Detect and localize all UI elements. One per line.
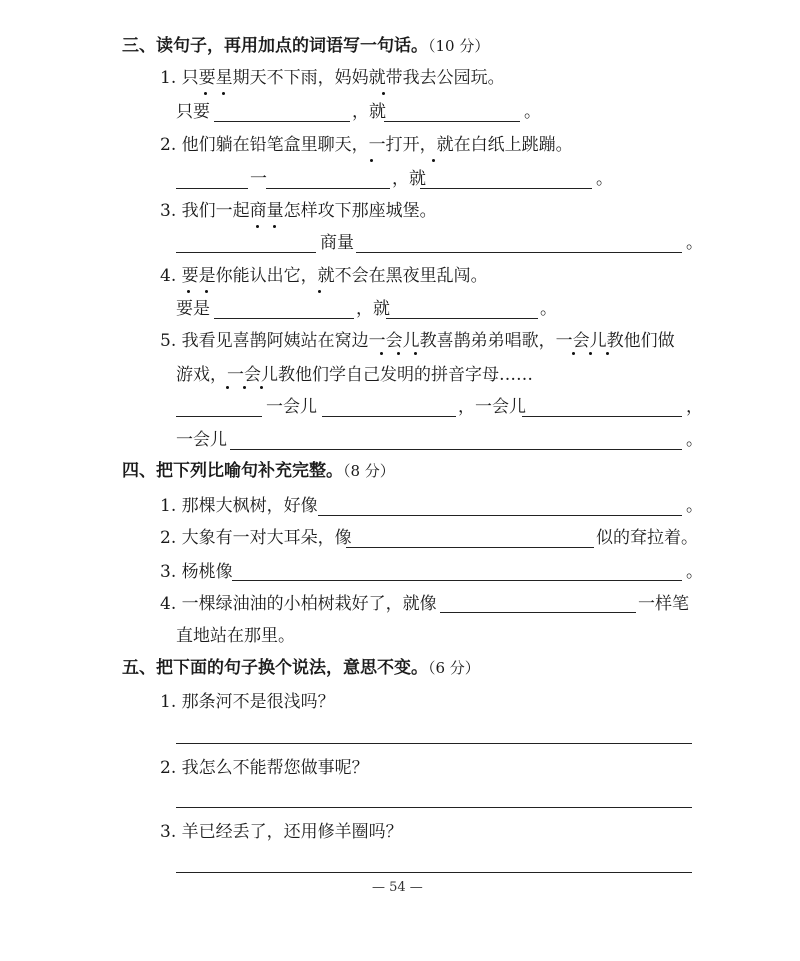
s3-q3-sentence: 3. 我们一起商量怎样攻下那座城堡。 bbox=[160, 201, 437, 221]
s3-q3-blank-2[interactable] bbox=[356, 252, 682, 253]
s5-q2-sentence: 2. 我怎么不能帮您做事呢？ bbox=[160, 758, 369, 778]
emphasis-dot bbox=[226, 386, 229, 389]
s3-q4-blank-1[interactable] bbox=[214, 318, 354, 319]
s3-q4-prefix: 要是 bbox=[176, 299, 210, 319]
s3-q2-end: 。 bbox=[596, 169, 613, 189]
emphasis-dot bbox=[256, 225, 259, 228]
emphasis-dot bbox=[318, 290, 321, 293]
emphasis-dot bbox=[397, 352, 400, 355]
section-4-title: 四、把下列比喻句补充完整。 bbox=[122, 461, 343, 481]
s3-q4-blank-2[interactable] bbox=[386, 318, 538, 319]
s3-q2-sentence: 2. 他们躺在铅笔盒里聊天，一打开，就在白纸上跳蹦。 bbox=[160, 135, 573, 155]
s4-q4-blank[interactable] bbox=[440, 612, 636, 613]
s3-q2-middle: ，就 bbox=[392, 169, 426, 189]
s3-q5-comma: ， bbox=[686, 397, 703, 417]
emphasis-dot bbox=[572, 352, 575, 355]
s3-q5-blank-4[interactable] bbox=[230, 449, 682, 450]
s3-q5-sentence-line-2: 游戏，一会儿教他们学自己发明的拼音字母…… bbox=[176, 365, 533, 385]
s3-q2-prefix: 一 bbox=[250, 169, 267, 189]
s5-q3-sentence: 3. 羊已经丢了，还用修羊圈吗？ bbox=[160, 822, 403, 842]
s3-q3-word: 商量 bbox=[320, 233, 354, 253]
emphasis-dot bbox=[260, 386, 263, 389]
s4-q1-blank[interactable] bbox=[318, 515, 682, 516]
s5-q1-sentence: 1. 那条河不是很浅吗？ bbox=[160, 692, 335, 712]
s3-q5-blank-2[interactable] bbox=[322, 416, 456, 417]
section-4-heading bbox=[122, 459, 395, 483]
emphasis-dot bbox=[222, 92, 225, 95]
s4-q4-tail: 一样笔 bbox=[638, 594, 689, 614]
s3-q2-blank-1[interactable] bbox=[176, 188, 248, 189]
emphasis-dot bbox=[273, 225, 276, 228]
s3-q1-blank-2[interactable] bbox=[384, 121, 520, 122]
s3-q1-sentence: 1. 只要星期天不下雨，妈妈就带我去公园玩。 bbox=[160, 68, 505, 88]
emphasis-dot bbox=[432, 159, 435, 162]
s3-q5-word-2: ，一会儿 bbox=[458, 397, 526, 417]
section-3-points: （10 分） bbox=[428, 37, 490, 55]
s3-q4-end: 。 bbox=[540, 299, 557, 319]
s4-q1-end: 。 bbox=[686, 496, 703, 516]
emphasis-dot bbox=[370, 159, 373, 162]
s4-q3-blank[interactable] bbox=[232, 580, 682, 581]
section-5-heading bbox=[122, 656, 480, 680]
s3-q5-sentence-line-1: 5. 我看见喜鹊阿姨站在窝边一会儿教喜鹊弟弟唱歌，一会儿教他们做 bbox=[160, 331, 675, 351]
s3-q4-middle: ，就 bbox=[356, 299, 390, 319]
page-number: — 54 — bbox=[372, 880, 423, 895]
s3-q1-prefix: 只要 bbox=[176, 102, 210, 122]
s4-q2-tail: 似的耷拉着。 bbox=[596, 528, 698, 548]
emphasis-dot bbox=[589, 352, 592, 355]
emphasis-dot bbox=[606, 352, 609, 355]
emphasis-dot bbox=[382, 92, 385, 95]
s3-q5-end: 。 bbox=[686, 430, 703, 450]
s4-q1-sentence: 1. 那棵大枫树，好像 bbox=[160, 496, 318, 516]
s4-q2-sentence: 2. 大象有一对大耳朵，像 bbox=[160, 528, 352, 548]
s3-q5-word-1: 一会儿 bbox=[266, 397, 317, 417]
section-3-heading bbox=[122, 34, 489, 58]
section-5-title: 五、把下面的句子换个说法，意思不变。 bbox=[122, 658, 428, 678]
section-3-title: 三、读句子，再用加点的词语写一句话。 bbox=[122, 36, 428, 56]
s3-q2-blank-3[interactable] bbox=[420, 188, 592, 189]
section-4-points: （8 分） bbox=[343, 462, 395, 480]
s4-q2-blank[interactable] bbox=[346, 547, 594, 548]
emphasis-dot bbox=[205, 290, 208, 293]
s3-q1-blank-1[interactable] bbox=[214, 121, 350, 122]
s4-q3-end: 。 bbox=[686, 562, 703, 582]
s4-q4-sentence-line-2: 直地站在那里。 bbox=[176, 626, 295, 646]
s3-q5-blank-3[interactable] bbox=[522, 416, 682, 417]
s4-q3-sentence: 3. 杨桃像 bbox=[160, 562, 233, 582]
emphasis-dot bbox=[187, 290, 190, 293]
s3-q4-sentence: 4. 要是你能认出它，就不会在黑夜里乱闯。 bbox=[160, 266, 488, 286]
s3-q5-blank-1[interactable] bbox=[176, 416, 262, 417]
s3-q1-end: 。 bbox=[524, 102, 541, 122]
s4-q4-sentence: 4. 一棵绿油油的小柏树栽好了，就像 bbox=[160, 594, 437, 614]
s3-q1-middle: ，就 bbox=[352, 102, 386, 122]
s3-q3-end: 。 bbox=[686, 233, 703, 253]
s3-q3-blank-1[interactable] bbox=[176, 252, 316, 253]
s5-q3-answer-line[interactable] bbox=[176, 872, 692, 873]
s5-q1-answer-line[interactable] bbox=[176, 743, 692, 744]
emphasis-dot bbox=[414, 352, 417, 355]
emphasis-dot bbox=[204, 92, 207, 95]
section-5-points: （6 分） bbox=[428, 659, 480, 677]
s3-q5-word-3: 一会儿 bbox=[176, 430, 227, 450]
emphasis-dot bbox=[243, 386, 246, 389]
emphasis-dot bbox=[380, 352, 383, 355]
s3-q2-blank-2[interactable] bbox=[266, 188, 390, 189]
s5-q2-answer-line[interactable] bbox=[176, 807, 692, 808]
